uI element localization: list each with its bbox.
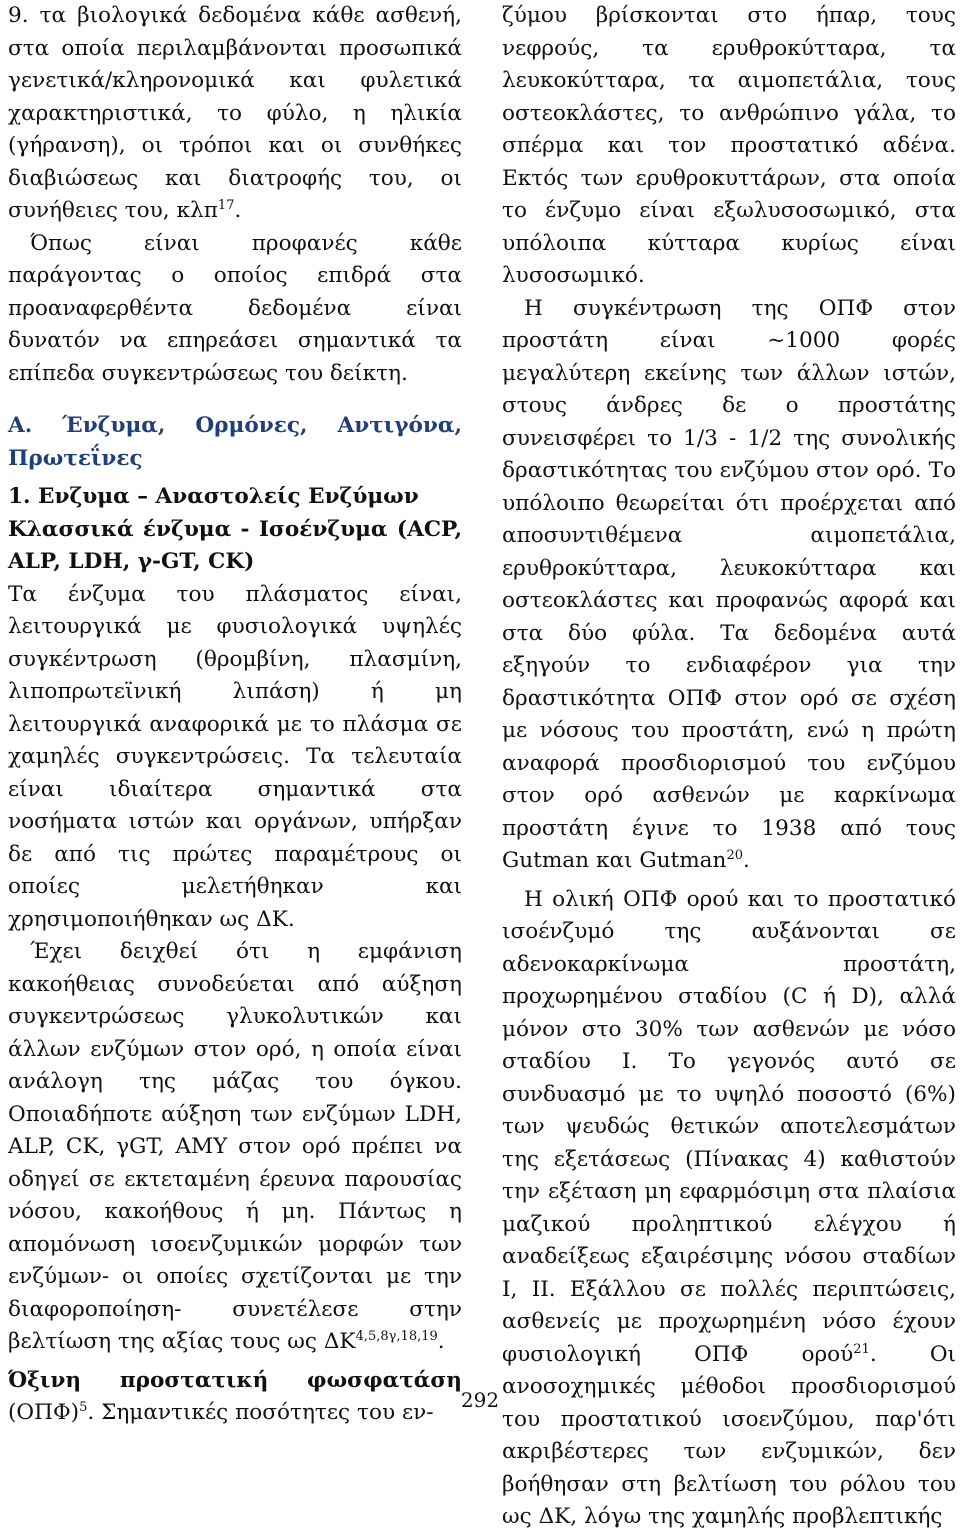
paragraph-malignancy xyxy=(8,936,462,1359)
section-heading-a: Α. Ένζυμα, Ορμόνες, Αντιγόνα, Πρωτεΐνες xyxy=(8,413,462,471)
left-column xyxy=(8,0,462,1430)
paragraph-plasma-enzymes: Τα ένζυμα του πλάσματος είναι, λειτουργικά με φυσιολογικά υψηλές συγκέντρωση (θρομβίνη, πλασμίνη, λιποπρωτεϊνική λιπάση) ή μη λειτουργικά αναφορικά με το πλάσμα σε χαμηλές συγκεντρώσεις. Τα τελευταία είναι ιδιαίτερα σημαντικά στα νοσήματα ιστών και οργάνων, υπήρξαν δε από τις πρώτες παραμέτρους οι οποίες μελετήθηκαν και χρησιμοποιήθηκαν ως ΔΚ. xyxy=(8,581,462,932)
paragraph-text: (ΟΠΦ) xyxy=(8,1400,80,1425)
paragraph-enzyme-locations: ζύμου βρίσκονται στο ήπαρ, τους νεφρούς, τα ερυθροκύτταρα, τα λευκοκύτταρα, τα αιμοπετάλια, τους οστεοκλάστες, το ανθρώπινο γάλα, το σπέρμα και τον προστατικό αδένα. Εκτός των ερυθροκυττάρων, στα οποία το ένζυμο είναι εξωλυσοσωμικό, στα υπόλοιπα κύτταρα κυρίως είναι λυσοσωμικό. xyxy=(502,3,956,288)
paragraph-text: 9. τα βιολογικά δεδομένα κάθε ασθενή, στα οποία περιλαμβάνονται προσωπικά γενετικά/κληρονομικά και φυλετικά χαρακτηριστικά, το φύλο, η ηλικία (γήρανση), οι τρόποι και οι συνθήκες διαβιώσεως και διατροφής του, οι συνήθειες του, κλπ xyxy=(8,3,462,223)
paragraph-text: . Οι ανοσοχημικές μέθοδοι προσδιορισμού του προστατικού ισοενζύμου, παρ'ότι ακριβέστερες των ενζυμικών, δεν βοήθησαν στη βελτίωση του ρόλου του ως ΔΚ, λόγω της χαμηλής προβλεπτικής xyxy=(502,1341,956,1529)
paragraph-text: Έχει δειχθεί ότι η εμφάνιση κακοήθειας συνοδεύεται από αύξηση συγκεντρώσεως γλυκολυτικών και άλλων ενζύμων στον ορό, η οποία είναι ανάλογη της μάζας του όγκου. Οποιαδήποτε αύξηση των ενζύμων LDH, ALP, CK, γGT, AMY στον ορό πρέπει να οδηγεί σε εκτεταμένη έρευνα παρουσίας νόσου, κακοήθους ή μη. Πάντως η απομόνωση ισοενζυμικών μορφών των ενζύμων- οι οποίες σχετίζονται με την διαφοροποίηση- συνετέλεσε στην βελτίωση της αξίας τους ως ΔΚ xyxy=(8,939,462,1354)
citation: 17 xyxy=(217,197,235,213)
paragraph-obvious: Όπως είναι προφανές κάθε παράγοντας ο οποίος επιδρά στα προαναφερθέντα δεδομένα είναι δυνατόν να επηρεάσει σημαντικά τα επίπεδα συγκεντρώσεως του δείκτη. xyxy=(8,230,462,386)
paragraph-prostate-concentration xyxy=(502,293,956,878)
punctuation: . xyxy=(437,1329,445,1354)
paragraph-total-acp xyxy=(502,884,956,1534)
citation: 20 xyxy=(726,847,744,863)
subsection-heading-classic-enzymes: Κλασσικά ένζυμα - Ισοένζυμα (ACP, ALP, LDH, γ-GT, CK) xyxy=(8,516,462,574)
punctuation: . xyxy=(743,848,750,873)
paragraph-criteria-9 xyxy=(8,0,462,228)
citation: 21 xyxy=(853,1341,870,1357)
paragraph-text: . Σημαντικές ποσότητες του εν- xyxy=(87,1400,434,1425)
subsection-heading-acp: Όξινη προστατική φωσφατάση xyxy=(8,1367,462,1393)
page-number: 292 xyxy=(460,1388,500,1412)
subsection-heading-enzymes: 1. Ενζυμα – Αναστολείς Ενζύμων xyxy=(8,484,419,509)
citation: 4,5,8γ,18,19 xyxy=(355,1328,438,1344)
citation: 5 xyxy=(79,1399,88,1415)
right-column xyxy=(502,0,956,1534)
paragraph-text: Η ολική ΟΠΦ ορού και το προστατικό ισοένζυμό της αυξάνονται σε αδενοκαρκίνωμα προστάτη, προχωρημένου σταδίου (C ή D), αλλά μόνον στο 30% των ασθενών με νόσο σταδίου Ι. Το γεγονός αυτό σε συνδυασμό με το υψηλό ποσοστό (6%) των ψευδώς θετικών αποτελεσμάτων της εξετάσεως (Πίνακας 4) καθιστούν την εξέταση μη εφαρμόσιμη στα πλαίσια μαζικού προληπτικού ελέγχου ή αναδείξεως εξαιρέσιμης νόσου σταδίων Ι, ΙΙ. Εξάλλου σε πολλές περιπτώσεις, ασθενείς με προχωρημένη νόσο έχουν φυσιολογική ΟΠΦ ορού xyxy=(502,886,956,1367)
punctuation: . xyxy=(234,198,242,223)
paragraph-text: Η συγκέντρωση της ΟΠΦ στον προστάτη είναι ~1000 φορές μεγαλύτερη εκείνης των άλλων ιστών, στους άνδρες δε ο προστάτης συνεισφέρει το 1/3 - 1/2 της συνολικής δραστικότητας του ενζύμου στον ορό. Το υπόλοιπο θεωρείται ότι προέρχεται από αποσυντιθέμενα αιμοπετάλια, ερυθροκύτταρα, λευκοκύτταρα και οστεοκλάστες και προφανώς αφορά και στα δύο φύλα. Τα δεδομένα αυτά εξηγούν το ενδιαφέρον για την δραστικότητα ΟΠΦ στον ορό σε σχέση με νόσους του προστάτη, ενώ η πρώτη αναφορά προσδιορισμού του ενζύμου στον ορό ασθενών με καρκίνωμα προστάτη έγινε το 1938 από τους Gutman και Gutman xyxy=(502,295,956,873)
